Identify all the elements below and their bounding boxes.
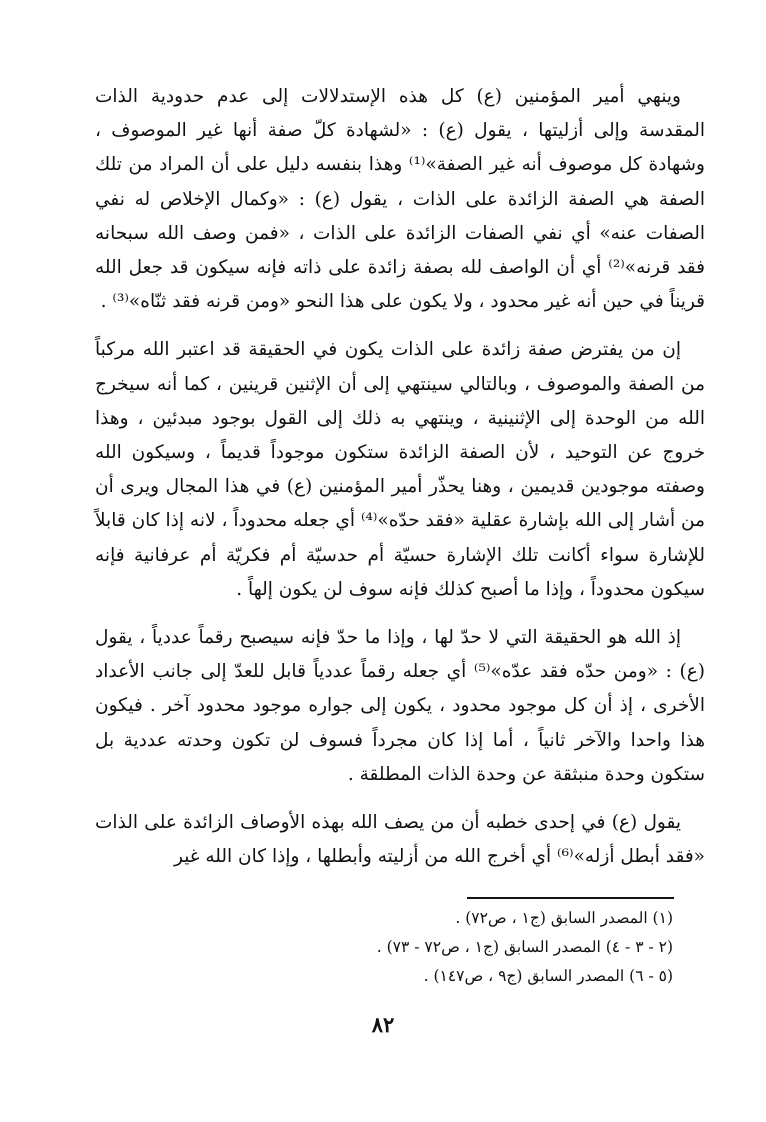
footnote-2: (٢ - ٣ - ٤) المصدر السابق (ج١ ، ص٧٢ - ٧٣) . [376, 938, 673, 956]
footnotes [95, 904, 673, 991]
footnote-3: (٥ - ٦) المصدر السابق (ج٩ ، ص١٤٧) . [423, 967, 673, 985]
paragraph-1: وينهي أمير المؤمنين (ع) كل هذه الإستدلالات إلى عدم حدودية الذات المقدسة وإلى أزليتها ، يقول (ع) : «لشهادة كلّ صفة أنها غير الموصوف ، وشهادة كل موصوف أنه غير الصفة»⁽¹⁾ وهذا بنفسه دليل على أن المراد من تلك الصفة هي الصفة الزائدة على الذات ، يقول (ع) : «وكمال الإخلاص له نفي الصفات عنه» أي نفي الصفات الزائدة على الذات ، «فمن وصف الله سبحانه فقد قرنه»⁽²⁾ أي أن الواصف لله بصفة زائدة على ذاته فإنه سيكون قد جعل الله قريناً في حين أنه غير محدود ، ولا يكون على هذا النحو «ومن قرنه فقد ثنّاه»⁽³⁾ . [95, 86, 705, 313]
paragraph-2: إن من يفترض صفة زائدة على الذات يكون في الحقيقة قد اعتبر الله مركباً من الصفة والموصوف ، وبالتالي سينتهي إلى أن الإثنين قرينين ، كما أنه سيخرج الله من الوحدة إلى الإثنينية ، وينتهي به ذلك إلى القول بوجود مبدئين ، وهذا خروج عن التوحيد ، لأن الصفة الزائدة ستكون موجوداً قديماً ، وسيكون الله وصفته موجودين قديمين ، وهنا يحذّر أمير المؤمنين (ع) في هذا المجال ويرى أن من أشار إلى الله بإشارة عقلية «فقد حدّه»⁽⁴⁾ أي جعله محدوداً ، لانه إذا كان قابلاً للإشارة سواء أكانت تلك الإشارة حسيّة أم حدسيّة أم فكريّة أم عرفانية فإنه سيكون محدوداً ، وإذا ما أصبح كذلك فإنه سوف لن يكون إلهاً . [95, 339, 705, 600]
page-number: ٨٢ [371, 1012, 395, 1037]
footnote-1: (١) المصدر السابق (ج١ ، ص٧٢) . [455, 909, 673, 927]
page-body [95, 80, 705, 888]
paragraph-3: إذ الله هو الحقيقة التي لا حدّ لها ، وإذا ما حدّ فإنه سيصبح رقماً عددياً ، يقول (ع) : «ومن حدّه فقد عدّه»⁽⁵⁾ أي جعله رقماً عددياً قابل للعدّ إلى جانب الأعداد الأخرى ، إذ أن كل موجود محدود ، يكون إلى جواره موجود محدود آخر . فيكون هذا واحدا والآخر ثانياً ، أما إذا كان مجرداً فسوف لن تكون وحدته عددية بل ستكون وحدة منبثقة عن وحدة الذات المطلقة . [95, 627, 705, 785]
paragraph-4: يقول (ع) في إحدى خطبه أن من يصف الله بهذه الأوصاف الزائدة على الذات «فقد أبطل أزله»⁽⁶⁾ أي أخرج الله من أزليته وأبطلها ، وإذا كان الله غير [95, 812, 705, 868]
footnote-divider [467, 897, 674, 899]
